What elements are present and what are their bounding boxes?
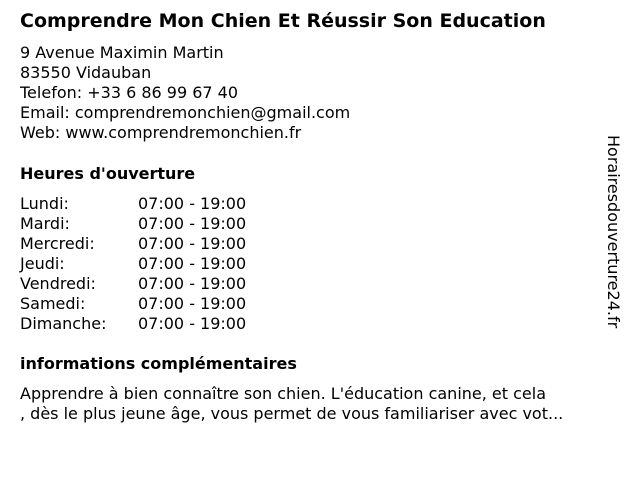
- day-label: Mercredi:: [20, 234, 95, 253]
- time-range: 07:00 - 19:00: [138, 254, 247, 273]
- hours-row-saturday: [20, 294, 246, 314]
- day-label: Vendredi:: [20, 274, 96, 293]
- day-label: Mardi:: [20, 214, 70, 233]
- day-label: Jeudi:: [20, 254, 65, 273]
- hours-row-monday: [20, 194, 246, 214]
- time-range: 07:00 - 19:00: [138, 274, 247, 293]
- hours-row-sunday: [20, 314, 246, 334]
- day-label: Samedi:: [20, 294, 86, 313]
- hours-row-friday: [20, 274, 246, 294]
- business-title: Comprendre Mon Chien Et Réussir Son Education: [20, 10, 546, 32]
- time-range: 07:00 - 19:00: [138, 214, 247, 233]
- phone-line: Telefon: +33 6 86 99 67 40: [20, 83, 239, 102]
- time-range: 07:00 - 19:00: [138, 194, 247, 213]
- address-line-2: 83550 Vidauban: [20, 63, 152, 82]
- hours-row-wednesday: [20, 234, 246, 254]
- time-range: 07:00 - 19:00: [138, 314, 247, 333]
- day-label: Dimanche:: [20, 314, 107, 333]
- time-range: 07:00 - 19:00: [138, 294, 247, 313]
- info-heading: informations complémentaires: [20, 354, 297, 373]
- hours-row-thursday: [20, 254, 246, 274]
- web-line: Web: www.comprendremonchien.fr: [20, 123, 302, 142]
- site-watermark: Horairesdouverture24.fr: [604, 135, 623, 329]
- info-text: [20, 384, 620, 424]
- info-line-1: Apprendre à bien connaître son chien. L'éducation canine, et cela: [20, 384, 547, 403]
- hours-row-tuesday: [20, 214, 246, 234]
- day-label: Lundi:: [20, 194, 69, 213]
- email-line: Email: comprendremonchien@gmail.com: [20, 103, 351, 122]
- hours-heading: Heures d'ouverture: [20, 164, 196, 183]
- time-range: 07:00 - 19:00: [138, 234, 247, 253]
- contact-block: [20, 43, 350, 143]
- address-line-1: 9 Avenue Maximin Martin: [20, 43, 224, 62]
- hours-table: [20, 194, 246, 334]
- info-line-2: , dès le plus jeune âge, vous permet de vous familiariser avec vot...: [20, 404, 564, 423]
